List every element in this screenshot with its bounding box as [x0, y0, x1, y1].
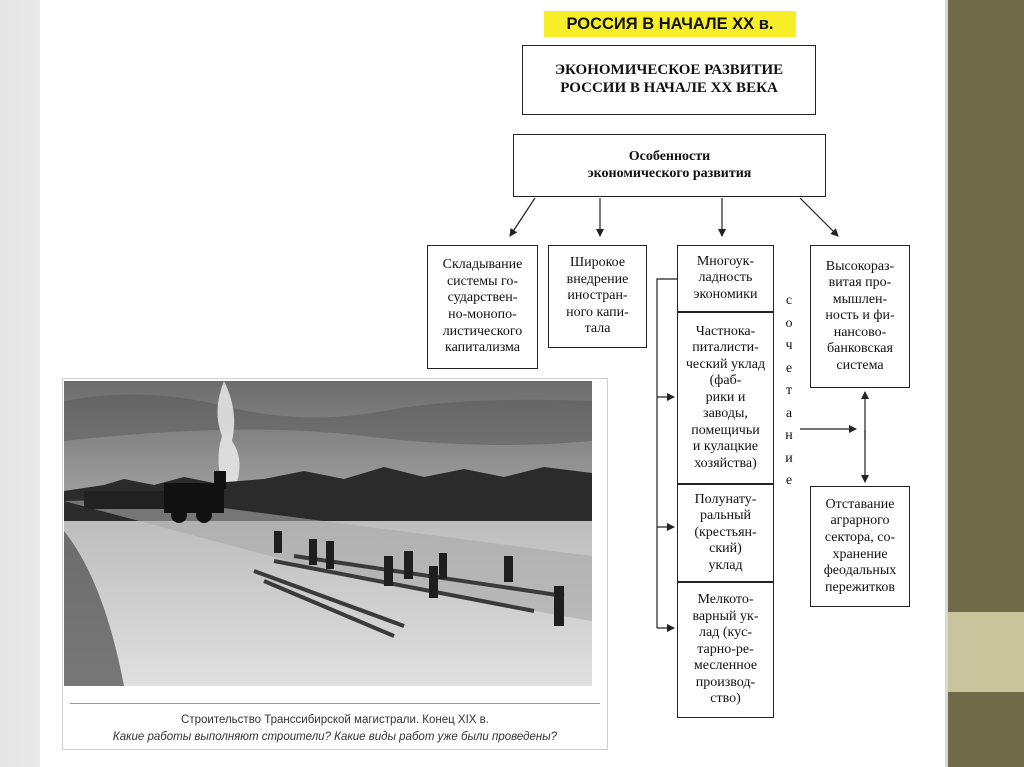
uklad-small-commodity: Мелкото- варный ук- лад (кус- тарно-ре- месленное производ- ство)	[677, 582, 774, 718]
branch-developed-industry: Высокораз- витая про- мышлен- ность и фи- нансово- банковская система	[810, 245, 910, 388]
photo-caption-title: Строительство Транссибирской магистрали. Конец XIX в.	[181, 714, 489, 726]
photo-caption-question: Какие работы выполняют строители? Какие виды работ уже были проведены?	[112, 730, 558, 743]
branch-foreign-capital: Широкое внедрение иностран- ного капи- тала	[548, 245, 647, 348]
uklad-semi-natural: Полунату- ральный (крестьян- ский) уклад	[677, 484, 774, 582]
bracket-uklady	[657, 279, 677, 628]
slide-title: РОССИЯ В НАЧАЛЕ XX в.	[544, 11, 796, 37]
arrow-to-industry	[800, 198, 838, 236]
caption-rule	[70, 703, 600, 704]
trans-siberian-construction-photo	[64, 381, 592, 686]
arrow-to-state-monopoly	[510, 198, 535, 236]
photo-caption	[70, 712, 600, 745]
agrarian-lag-box: Отставание аграрного сектора, со- хранение феодальных пережитков	[810, 486, 910, 607]
branch-multistructure: Многоук- ладность экономики	[677, 245, 774, 312]
uklad-private-capitalist: Частнока- питалисти- ческий уклад (фаб- рики и заводы, помещичьи и кулацкие хозяйства)	[677, 312, 774, 484]
features-box: Особенности экономического развития	[513, 134, 826, 197]
main-topic-box: ЭКОНОМИЧЕСКОЕ РАЗВИТИЕ РОССИИ В НАЧАЛЕ XX ВЕКА	[522, 45, 816, 115]
combination-vertical-label: с о ч е т а н и е	[785, 293, 793, 488]
branch-state-monopoly: Складывание системы го- сударствен- но-монопо- листического капитализма	[427, 245, 538, 369]
